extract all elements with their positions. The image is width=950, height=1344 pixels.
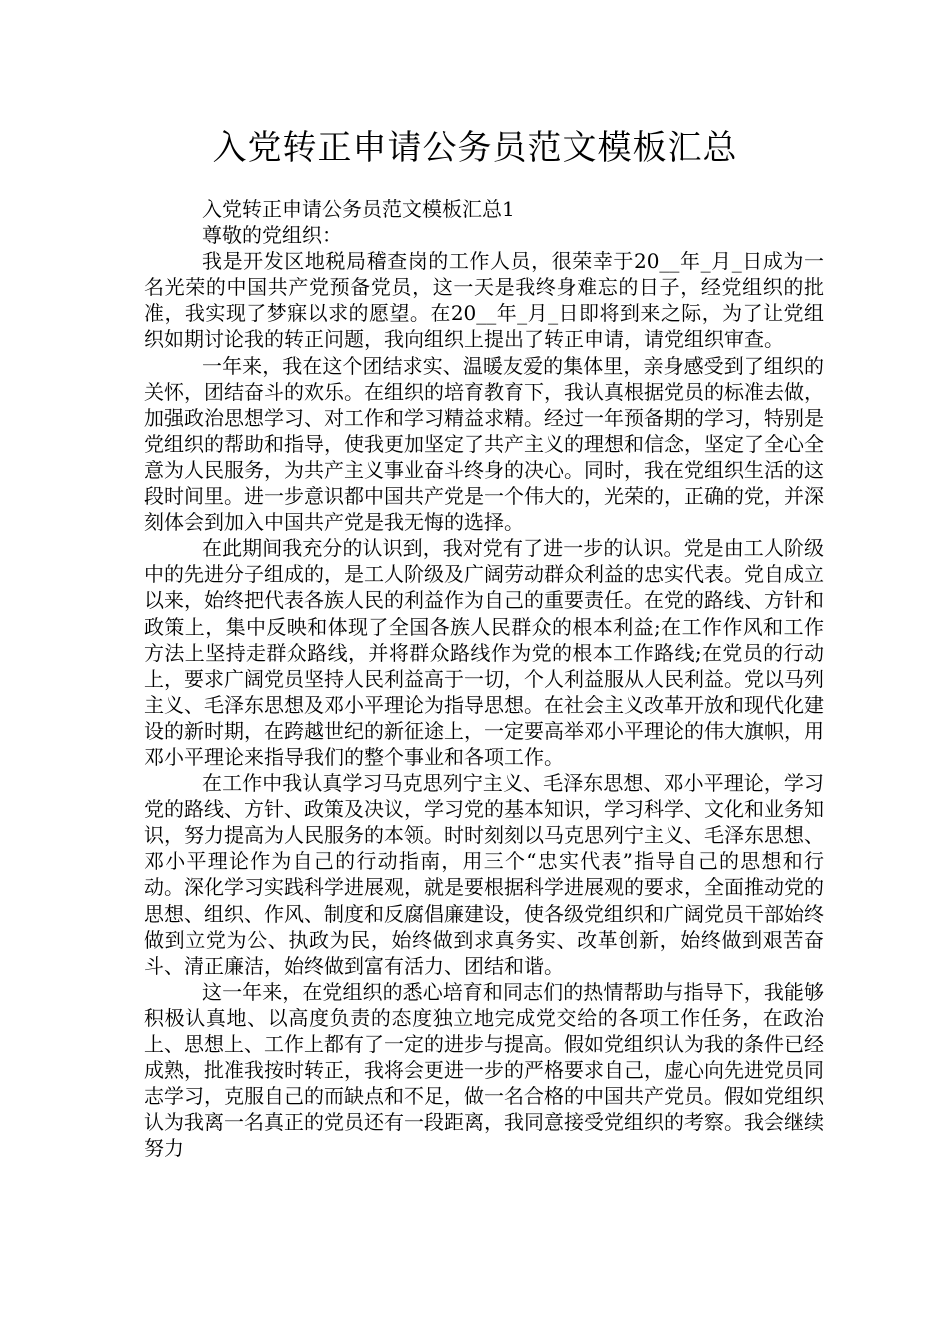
paragraph-4: 在工作中我认真学习马克思列宁主义、毛泽东思想、邓小平理论，学习党的路线、方针、政策及决议，学习党的基本知识，学习科学、文化和业务知识，努力提高为人民服务的本领。时时刻刻以马克思列宁主义、毛泽东思想、邓小平理论作为自己的行动指南，用三个“忠实代表”指导自己的思想和行动。深化学习实践科学进展观，就是要根据科学进展观的要求，全面推动党的思想、组织、作风、制度和反腐倡廉建设，使各级党组织和广阔党员干部始终做到立党为公、执政为民，始终做到求真务实、改革创新，始终做到艰苦奋斗、清正廉洁，始终做到富有活力、团结和谐。 bbox=[144, 771, 824, 978]
document-title: 入党转正申请公务员范文模板汇总 bbox=[212, 128, 738, 168]
document-body bbox=[144, 196, 824, 1161]
paragraph-1: 我是开发区地税局稽查岗的工作人员，很荣幸于20__年_月_日成为一名光荣的中国共产党预备党员，这一天是我终身难忘的日子，经党组织的批准，我实现了梦寐以求的愿望。在20__年_月_日即将到来之际，为了让党组织如期讨论我的转正问题，我向组织上提出了转正申请，请党组织审查。 bbox=[144, 249, 824, 352]
salutation: 尊敬的党组织： bbox=[202, 223, 342, 248]
paragraph-3: 在此期间我充分的认识到，我对党有了进一步的认识。党是由工人阶级中的先进分子组成的，是工人阶级及广阔劳动群众利益的忠实代表。党自成立以来，始终把代表各族人民的利益作为自己的重要责任。在党的路线、方针和政策上，集中反映和体现了全国各族人民群众的根本利益;在工作作风和工作方法上坚持走群众路线，并将群众路线作为党的根本工作路线;在党员的行动上，要求广阔党员坚持人民利益高于一切，个人利益服从人民利益。党以马列主义、毛泽东思想及邓小平理论为指导思想。在社会主义改革开放和现代化建设的新时期，在跨越世纪的新征途上，一定要高举邓小平理论的伟大旗帜，用邓小平理论来指导我们的整个事业和各项工作。 bbox=[144, 536, 824, 769]
section-heading: 入党转正申请公务员范文模板汇总1 bbox=[202, 197, 515, 221]
paragraph-5: 这一年来，在党组织的悉心培育和同志们的热情帮助与指导下，我能够积极认真地、以高度负责的态度独立地完成党交给的各项工作任务，在政治上、思想上、工作上都有了一定的进步与提高。假如党组织认为我的条件已经成熟，批准我按时转正，我将会更进一步的严格要求自己，虚心向先进党员同志学习，克服自己的而缺点和不足，做一名合格的中国共产党员。假如党组织认为我离一名真正的党员还有一段距离，我同意接受党组织的考察。我会继续努力 bbox=[144, 979, 824, 1161]
paragraph-2: 一年来，我在这个团结求实、温暖友爱的集体里，亲身感受到了组织的关怀，团结奋斗的欢乐。在组织的培育教育下，我认真根据党员的标准去做，加强政治思想学习、对工作和学习精益求精。经过一年预备期的学习，特别是党组织的帮助和指导，使我更加坚定了共产主义的理想和信念，坚定了全心全意为人民服务，为共产主义事业奋斗终身的决心。同时，我在党组织生活的这段时间里。进一步意识都中国共产党是一个伟大的，光荣的，正确的党，并深刻体会到加入中国共产党是我无悔的选择。 bbox=[144, 353, 824, 535]
